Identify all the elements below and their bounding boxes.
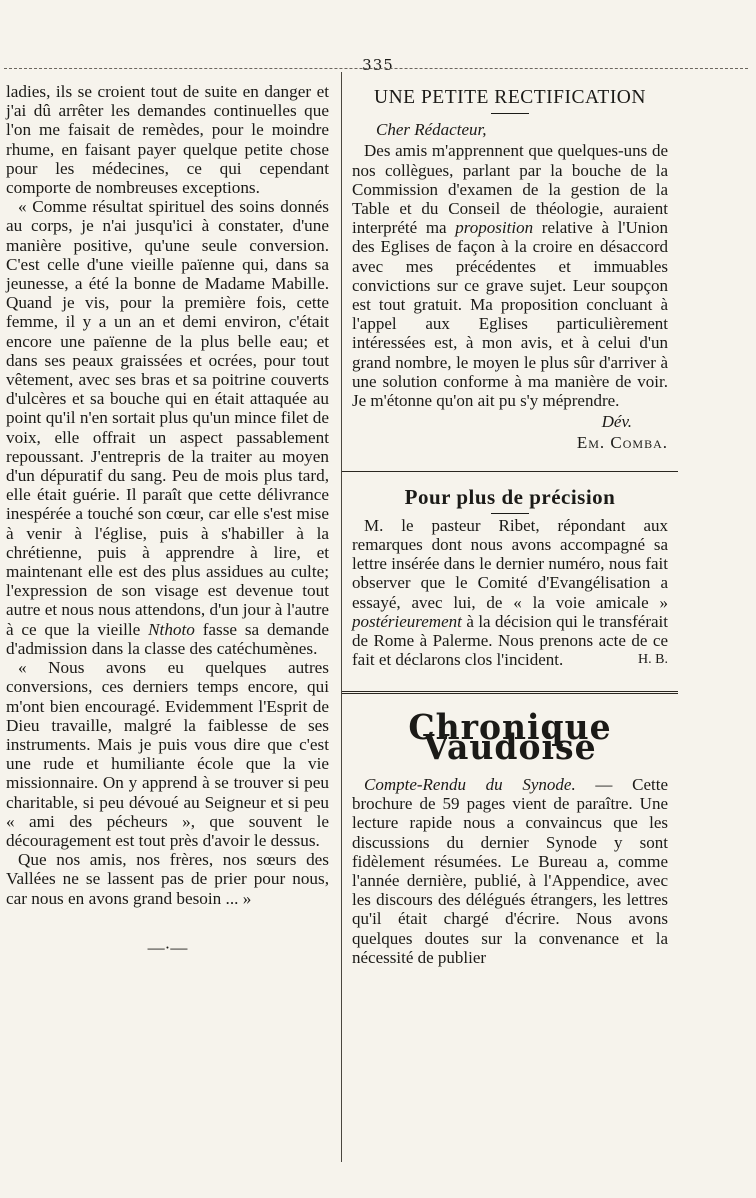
paragraph-3: « Nous avons eu quelques autres conversions, ces derniers temps encore, qui m'ont bien encouragé. Evidemment l'Esprit de Dieu travaille, malgré la faiblesse de ses instruments. Mais je puis vous dire que c'est une rude et humiliante école que la vie missionnaire. On y apprend à se trouver si peu charitable, si peu dévoué au Seigneur et si peu « ami des pécheurs », que souvent le découragement est tout près d'avoir le dessus. [6, 658, 329, 850]
article-body-rectification: Des amis m'apprennent que quelques-uns de nos collègues, parlant par la bouche de la Commission d'examen de la gestion de la Table et du Conseil de théologie, auraient interprété ma proposition relative à l'Union des Eglises de façon à la croire en désaccord avec mes précédentes et immuables convictions sur ce grave sujet. Leur soupçon est tout gratuit. Ma proposition concluant à l'appel aux Eglises particulièrement intéressées est, à mon avis, et à celui d'un grand nombre, le moyen le plus sûr d'arriver à une solution conforme à ma manière de voir. Je m'étonne qu'on ait pu s'y méprendre. [352, 141, 668, 411]
article-title-precision: Pour plus de précision [404, 484, 616, 509]
article-body-precision: M. le pasteur Ribet, répondant aux remarques dont nous avons accompagné sa lettre insérée dans le dernier numéro, nous fait observer que le Comité d'Evangélisation a essayé, avec lui, de « la voie amicale » postérieurement à la décision qui le transférait de Rome à Palerme. Nous prenons acte de ce fait et déclarons clos l'incident. H. B. [352, 515, 668, 670]
paragraph-2: « Comme résultat spirituel des soins donnés au corps, je n'ai jusqu'ici à constater, d'une manière positive, qu'une seule conversion. C'est celle d'une vieille païenne qui, dans sa jeunesse, a été la bonne de Madame Mabille. Quand je vis, pour la première fois, cette femme, il y a un an et demi environ, c'était encore une païenne de la plus belle eau; et dans ses peaux graissées et ocrées, pour tout vêtement, avec ses bras et sa poitrine couverts d'ulcères et sa bouche qui en était attaquée au point qu'il n'en sortait plus qu'un mince filet de voix, elle offrait un aspect passablement repoussant. J'entrepris de la traiter au moyen d'un dépuratif du sang. Peu de mois plus tard, elle était guérie. Il paraît que cette délivrance inespérée a touché son cœur, car elle s'est mise à venir à l'église, puis à s'habiller à la chrétienne, puis à apprendre à lire, et maintenant elle est des plus assidues au culte; l'expression de son visage est devenue tout autre et nous nous attendons, d'un jour à l'autre à ce que la vieille Nthoto fasse sa demande d'admission dans la classe des catéchumènes. [6, 197, 330, 658]
signature-name: Em. Comba. [576, 433, 668, 453]
left-column [6, 82, 329, 957]
signature-title: Dév. [601, 412, 632, 432]
header-rule [4, 68, 748, 69]
signoff-initials: H. B. [638, 652, 668, 668]
title-rule [491, 113, 529, 114]
column-divider [341, 72, 342, 1162]
section-separator [342, 691, 678, 694]
paragraph-1: ladies, ils se croient tout de suite en danger et j'ai dû arrêter les demandes continuelles que l'on me faisait de remèdes, pour le moindre rhume, en faisant payer quelque petite chose pour les médecines, ce qui cependant comporte de nombreuses exceptions. [6, 82, 329, 198]
title-rule [491, 513, 529, 514]
right-column [352, 82, 668, 967]
closing-mark: —·— [147, 937, 188, 957]
salutation: Cher Rédacteur, [376, 120, 487, 140]
paragraph-4: Que nos amis, nos frères, nos sœurs des Vallées ne se lassent pas de prier pour nous, car nous en avons grand besoin ... » [6, 850, 329, 908]
article-separator [342, 471, 678, 472]
name-nthoto: Nthoto [148, 619, 195, 639]
section-title-chronique: Chronique Vaudoise [408, 707, 612, 769]
article-title-rectification: UNE PETITE RECTIFICATION [374, 87, 646, 108]
article-body-synode: Compte-Rendu du Synode. — Cette brochure de 59 pages vient de paraître. Une lecture rapide nous a convaincus que les discussions du dernier Synode y sont fidèlement résumées. Le Bureau a, comme l'année dernière, publié, à l'Appendice, avec les discours des délégués étrangers, les lettres qu'il était chargé d'écrire. Nous avons quelques doutes sur la convenance et la nécessité de publier [352, 774, 668, 967]
page-number: 335 [362, 56, 394, 74]
